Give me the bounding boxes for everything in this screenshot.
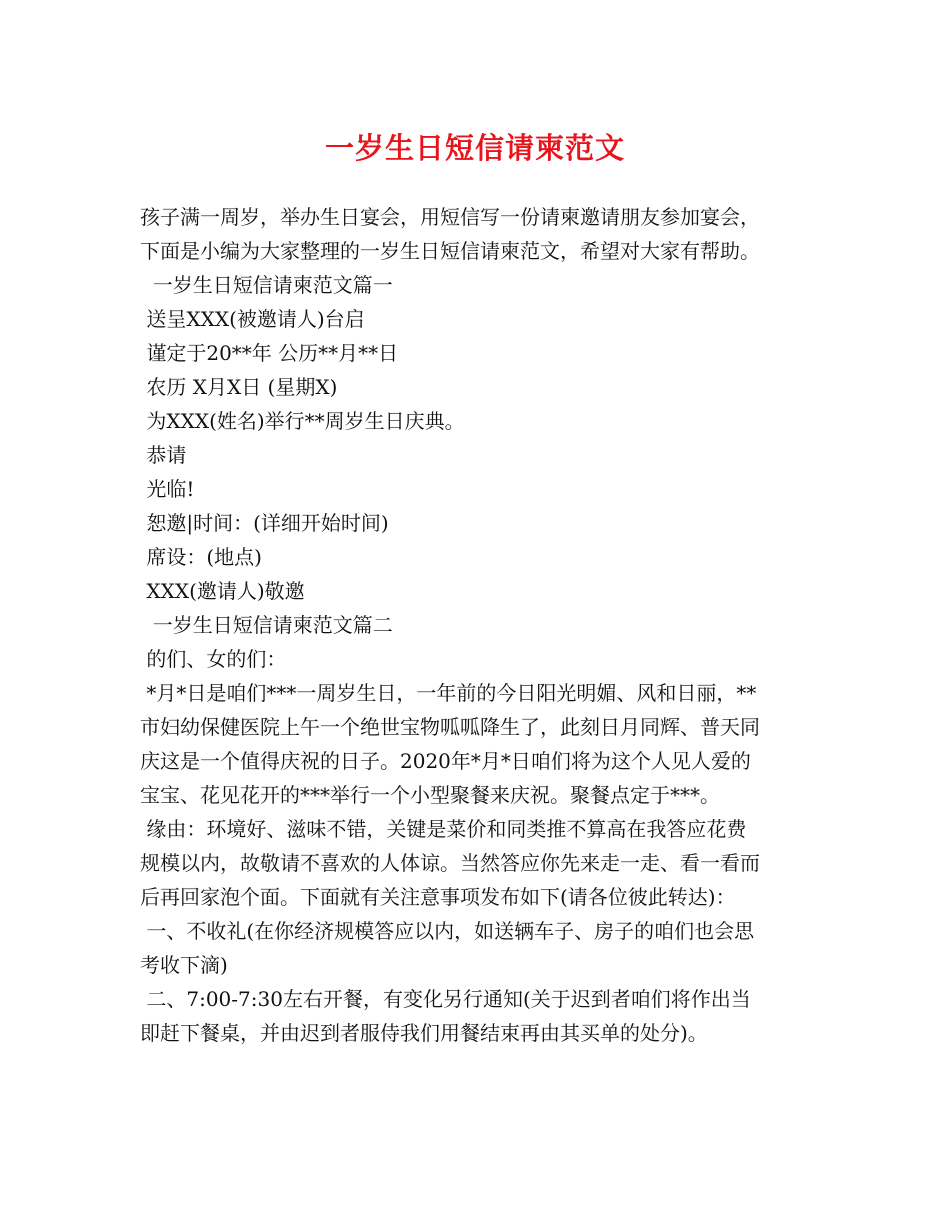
text-line: 庆这是一个值得庆祝的日子。2020年*月*日咱们将为这个人见人爱的 xyxy=(140,749,751,773)
text-line: 谨定于20**年 公历**月**日 xyxy=(140,341,399,365)
text-line: 送呈XXX(被邀请人)台启 xyxy=(140,307,365,331)
text-line: 光临! xyxy=(140,477,195,501)
text-line: 恭请 xyxy=(140,443,187,467)
text-line: 为XXX(姓名)举行**周岁生日庆典。 xyxy=(140,409,465,433)
text-line: 缘由：环境好、滋味不错，关键是菜价和同类推不算高在我答应花费 xyxy=(140,817,747,841)
text-line: 即赶下餐桌，并由迟到者服侍我们用餐结束再由其买单的处分)。 xyxy=(140,1021,708,1045)
text-line: 后再回家泡个面。下面就有关注意事项发布如下(请各位彼此转达)： xyxy=(140,885,736,909)
text-line: 席设：(地点) xyxy=(140,545,262,569)
text-line: 的们、女的们： xyxy=(140,647,287,671)
document-title: 一岁生日短信请柬范文 xyxy=(324,131,625,165)
text-line: 规模以内，故敬请不喜欢的人体谅。当然答应你先来走一走、看一看而 xyxy=(140,851,760,875)
text-line: 一、不收礼(在你经济规模答应以内，如送辆车子、房子的咱们也会思 xyxy=(140,919,755,943)
text-line: 宝宝、花见花开的***举行一个小型聚餐来庆祝。聚餐点定于***。 xyxy=(140,783,720,807)
text-line: 二、7:00-7:30左右开餐，有变化另行通知(关于迟到者咱们将作出当 xyxy=(140,987,751,1011)
section-heading: 一岁生日短信请柬范文篇一 xyxy=(140,273,393,297)
document-body xyxy=(140,200,812,1050)
text-line: 孩子满一周岁，举办生日宴会，用短信写一份请柬邀请朋友参加宴会， xyxy=(140,205,760,229)
text-line: XXX(邀请人)敬邀 xyxy=(140,579,305,603)
text-line: 农历 X月X日 (星期X) xyxy=(140,375,338,399)
text-line: 考收下滴) xyxy=(140,953,228,977)
text-line: 市妇幼保健医院上午一个绝世宝物呱呱降生了，此刻日月同辉、普天同 xyxy=(140,715,760,739)
text-line: 下面是小编为大家整理的一岁生日短信请柬范文，希望对大家有帮助。 xyxy=(140,239,760,263)
text-line: 恕邀|时间：(详细开始时间) xyxy=(140,511,389,535)
text-line: *月*日是咱们***一周岁生日，一年前的今日阳光明媚、风和日丽，** xyxy=(140,681,757,705)
section-heading: 一岁生日短信请柬范文篇二 xyxy=(140,613,393,637)
